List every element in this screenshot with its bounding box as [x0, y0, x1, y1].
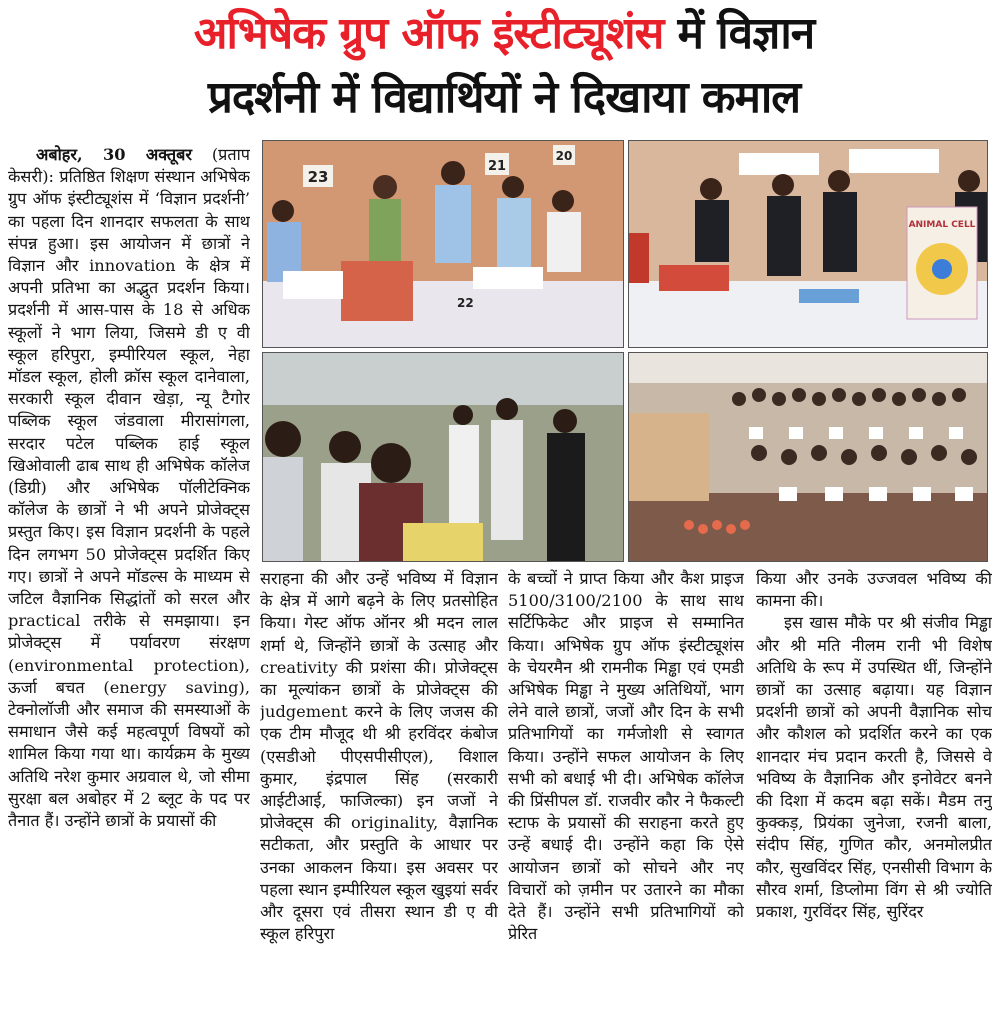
photo-students-stall-1: [262, 140, 624, 348]
article-column-2: [260, 568, 498, 1018]
article-column-4: [756, 568, 992, 1018]
article-column-1: [8, 144, 250, 1018]
photo-label: 21: [487, 159, 507, 174]
photo-label: 20: [555, 149, 573, 163]
article-text: के बच्चों ने प्राप्त किया और कैश प्राइज 5100/3100/2100 के साथ साथ सर्टिफिकेट और प्राइज से सम्मानित किया। अभिषेक ग्रुप ऑफ इंस्टीट्यूशंस के चेयरमैन श्री रामनीक मिड्ढा एवं एमडी अभिषेक मिड्ढा ने मुख्य अतिथियों, भाग लेने वाले छात्रों, जजों और दिन के सभी प्रतिभागियों का गर्मजोशी से स्वागत किया। उन्होंने सफल आयोजन के लिए सभी को बधाई भी दी। अभिषेक कॉलेज की प्रिंसीपल डॉ. राजवीर कौर ने फैकल्टी स्टाफ के प्रयासों की सराहना करते हुए उन्हें बधाई दी। उन्होंने कहा कि ऐसे आयोजन छात्रों को सोचने और नए विचारों को ज़मीन पर उतारने का मौका देते हैं। उन्होंने सभी प्रतिभागियों को प्रेरित: [508, 569, 744, 944]
photo-label: 23: [307, 168, 329, 186]
article-text: किया और उनके उज्जवल भविष्य की कामना की।: [756, 569, 992, 611]
headline-line-2: प्रदर्शनी में विद्यार्थियों ने दिखाया कमाल: [207, 72, 801, 123]
article-text: इस खास मौके पर श्री संजीव मिड्ढा और श्री मति नीलम रानी भी विशेष अतिथि के रूप में उपस्थित थीं, जिन्होंने छात्रों का उत्साह बढ़ाया। यह विज्ञान प्रदर्शनी छात्रों को अपनी वैज्ञानिक सोच और कौशल को प्रदर्शित करने का एक शानदार मंच प्रदान करती है, जिससे वे भविष्य के वैज्ञानिक और इनोवेटर बनने की दिशा में कदम बढ़ा सकें। मैडम तनु कुक्कड़, प्रियंका जुनेजा, रजनी बाला, संदीप सिंह, गुणित कौर, अनमोलप्रीत कौर, सुखविंदर सिंह, एनसीसी विभाग के सौरव शर्मा, डिप्लोमा विंग से श्री ज्योति प्रकाश, गुरविंदर सिंह, सुरिंदर: [756, 613, 992, 922]
headline-black-part: में विज्ञान: [677, 8, 815, 59]
photo-guests-visiting: [262, 352, 624, 562]
photo-group-certificates: [628, 352, 988, 562]
photo-students-stall-2: [628, 140, 988, 348]
article-text: सराहना की और उन्हें भविष्य में विज्ञान के क्षेत्र में आगे बढ़ने के लिए प्रतसोहित किया। गेस्ट ऑफ ऑनर श्री मदन लाल शर्मा थे, जिन्होंने छात्रों के उत्साह और creativity की प्रशंसा की। प्रोजेक्ट्स का मूल्यांकन छात्रों के प्रोजेक्ट्स की judgement करने के लिए जजस की एक टीम मौजूद थी श्री हरविंदर कंबोज (एसडीओ पीएसपीसीएल), विशाल कुमार, इंद्रपाल सिंह (सरकारी आईटीआई, फाजिल्का) इन जजों ने प्रोजेक्ट्स की originality, वैज्ञानिक सटीकता, और प्रस्तुति के आधार पर उनका आकलन किया। इस अवसर पर पहला स्थान इम्पीरियल स्कूल खुइयां सर्वर और दूसरा एवं तीसरा स्थान डी ए वी स्कूल हरिपुरा: [260, 569, 498, 944]
headline-red-part: अभिषेक ग्रुप ऑफ इंस्टीट्यूशंस: [193, 8, 664, 59]
headline-line-1: [0, 6, 1008, 62]
dateline: अबोहर, 30 अक्तूबर: [36, 145, 192, 164]
article-column-3: [508, 568, 744, 1018]
photo-label: ANIMAL CELL: [908, 220, 976, 230]
article-text: (प्रताप केसरी): प्रतिष्ठित शिक्षण संस्थान अभिषेक ग्रुप ऑफ इंस्टीट्यूशंस में ‘विज्ञान प्रदर्शनी’ का पहला दिन शानदार सफलता के साथ संपन्न हुआ। इस आयोजन में छात्रों ने विज्ञान और innovation के क्षेत्र में अपनी प्रतिभा का अद्भुत प्रदर्शन किया। प्रदर्शनी में आस-पास के 18 से अधिक स्कूलों ने भाग लिया, जिसमे डी ए वी स्कूल हरिपुरा, इम्पीरियल स्कूल, नेहा मॉडल स्कूल, होली क्रॉस स्कूल दानेवाला, सरकारी स्कूल दीवान खेड़ा, न्यू टैगोर पब्लिक स्कूल जंडवाला मीरासांगला, सरदार पटेल पब्लिक हाई स्कूल खिओवाली ढाब साथ ही अभिषेक कॉलेज (डिग्री) और अभिषेक पॉलीटेक्निक कॉलेज के छात्रों ने भी अपने प्रोजेक्ट्स प्रस्तुत किए। इस विज्ञान प्रदर्शनी के पहले दिन लगभग 50 प्रोजेक्ट्स प्रदर्शित किए गए। छात्रों ने अपने मॉडल्स के माध्यम से जटिल वैज्ञानिक सिद्धांतों को सरल और practical तरीके से समझाया। इन प्रोजेक्ट्स में पर्यावरण संरक्षण (environmental protection), ऊर्जा बचत (energy saving), टेक्नोलॉजी और समाज की समस्याओं के समाधान जैसे कई महत्वपूर्ण विषयों को शामिल किया गया था। कार्यक्रम के मुख्य अतिथि नरेश कुमार अग्रवाल थे, जो सीमा सुरक्षा बल अबोहर में 2 ब्लूट के पद पर तैनात हैं। उन्होंने छात्रों के प्रयासों की: [8, 145, 250, 831]
photo-label: 22: [457, 296, 474, 310]
